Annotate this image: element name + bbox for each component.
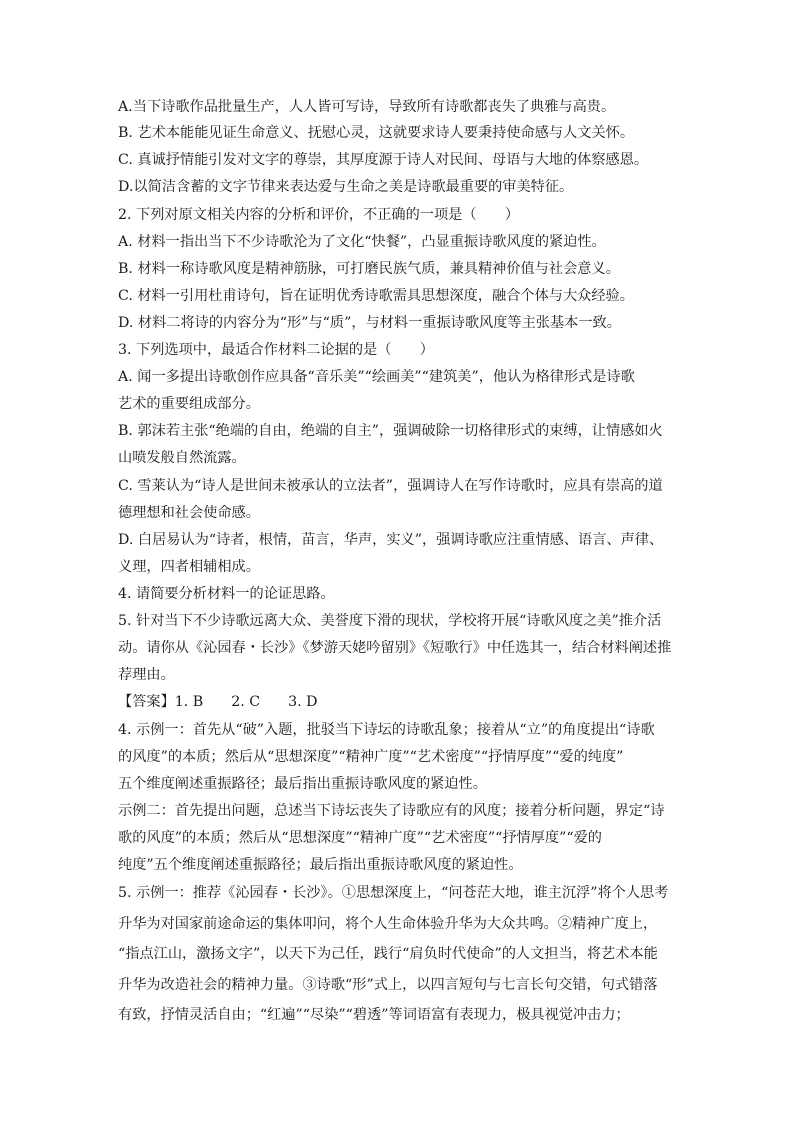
q3-option-c-line1: C. 雪莱认为“诗人是世间未被承认的立法者”，强调诗人在写作诗歌时，应具有崇高的道: [118, 478, 663, 494]
ans4-line6: 纯度”五个维度阐述重振路径；最后指出重振诗歌风度的紧迫性。: [118, 857, 523, 873]
q2-option-c: C. 材料一引用杜甫诗句，旨在证明优秀诗歌需具思想深度，融合个体与大众经验。: [118, 288, 634, 304]
q1-option-a: A.当下诗歌作品批量生产，人人皆可写诗，导致所有诗歌都丧失了典雅与高贵。: [118, 99, 616, 115]
q3-option-a-line2: 艺术的重要组成部分。: [118, 396, 260, 412]
answer-line: [118, 692, 318, 712]
q3-option-d-line2: 义理，四者相辅相成。: [118, 559, 260, 575]
answer-2: 2. C: [231, 694, 261, 710]
q1-option-d: D.以简洁含蓄的文字节律来表达爱与生命之美是诗歌最重要的审美特征。: [118, 179, 574, 195]
answer-label: 【答案】1. B: [118, 694, 204, 710]
q5-stem-line1: 5. 针对当下不少诗歌远离大众、美誉度下滑的现状，学校将开展“诗歌风度之美”推介活: [118, 613, 662, 629]
ans4-line5: 歌的风度”的本质；然后从“思想深度”“精神广度”“艺术密度”“抒情厚度”“爱的: [118, 830, 602, 846]
q2-option-d: D. 材料二将诗的内容分为“形”与“质”，与材料一重振诗歌风度等主张基本一致。: [118, 315, 621, 331]
q2-stem: 2. 下列对原文相关内容的分析和评价，不正确的一项是（ ）: [118, 207, 520, 223]
q3-option-c-line2: 德理想和社会使命感。: [118, 505, 260, 521]
q3-option-d-line1: D. 白居易认为“诗者，根情，苗言，华声，实义”，强调诗歌应注重情感、语言、声律、: [118, 532, 664, 548]
ans4-line2: 的风度”的本质；然后从“思想深度”“精神广度”“艺术密度”“抒情厚度”“爱的纯度”: [118, 749, 624, 765]
ans4-line1: 4. 示例一：首先从“破”入题，批驳当下诗坛的诗歌乱象；接着从“立”的角度提出“诗歌: [118, 722, 655, 738]
q1-option-b: B. 艺术本能能见证生命意义、抚慰心灵，这就要求诗人要秉持使命感与人文关怀。: [118, 125, 635, 141]
q5-stem-line3: 荐理由。: [118, 667, 175, 683]
q3-option-a-line1: A. 闻一多提出诗歌创作应具备“音乐美”“绘画美”“建筑美”，他认为格律形式是诗歌: [118, 369, 635, 385]
q1-option-c: C. 真诚抒情能引发对文字的尊崇，其厚度源于诗人对民间、母语与大地的体察感恩。: [118, 152, 649, 168]
q5-stem-line2: 动。请你从《沁园春・长沙》《梦游天姥吟留别》《短歌行》中任选其一，结合材料阐述推: [118, 640, 672, 656]
q3-stem: 3. 下列选项中，最适合作材料二论据的是（ ）: [118, 342, 434, 358]
ans5-line5: 有致，抒情灵活自由；“红遍”“尽染”“碧透”等词语富有表现力，极具视觉冲击力；: [118, 1007, 630, 1023]
q3-option-b-line2: 山喷发般自然流露。: [118, 450, 246, 466]
ans5-line2: 升华为对国家前途命运的集体叩问，将个人生命体验升华为大众共鸣。②精神广度上，: [118, 916, 658, 932]
q3-option-b-line1: B. 郭沫若主张“绝端的自由，绝端的自主”，强调破除一切格律形式的束缚，让情感如火: [118, 423, 663, 439]
ans4-line3: 五个维度阐述重振路径；最后指出重振诗歌风度的紧迫性。: [118, 776, 487, 792]
ans5-line3: “指点江山，激扬文字”，以天下为己任，践行“肩负时代使命”的人文担当，将艺术本能: [118, 946, 658, 962]
q4-stem: 4. 请简要分析材料一的论证思路。: [118, 586, 335, 602]
q2-option-b: B. 材料一称诗歌风度是精神筋脉，可打磨民族气质，兼具精神价值与社会意义。: [118, 261, 620, 277]
ans5-line4: 升华为改造社会的精神力量。③诗歌“形”式上，以四言短句与七言长句交错，句式错落: [118, 977, 658, 993]
ans4-line4: 示例二：首先提出问题，总述当下诗坛丧失了诗歌应有的风度；接着分析问题，界定“诗: [118, 803, 665, 819]
answer-3: 3. D: [288, 694, 318, 710]
q2-option-a: A. 材料一指出当下不少诗歌沦为了文化“快餐”，凸显重振诗歌风度的紧迫性。: [118, 234, 606, 250]
ans5-line1: 5. 示例一：推荐《沁园春・长沙》。①思想深度上，“问苍茫大地，谁主沉浮”将个人思考: [118, 885, 669, 901]
